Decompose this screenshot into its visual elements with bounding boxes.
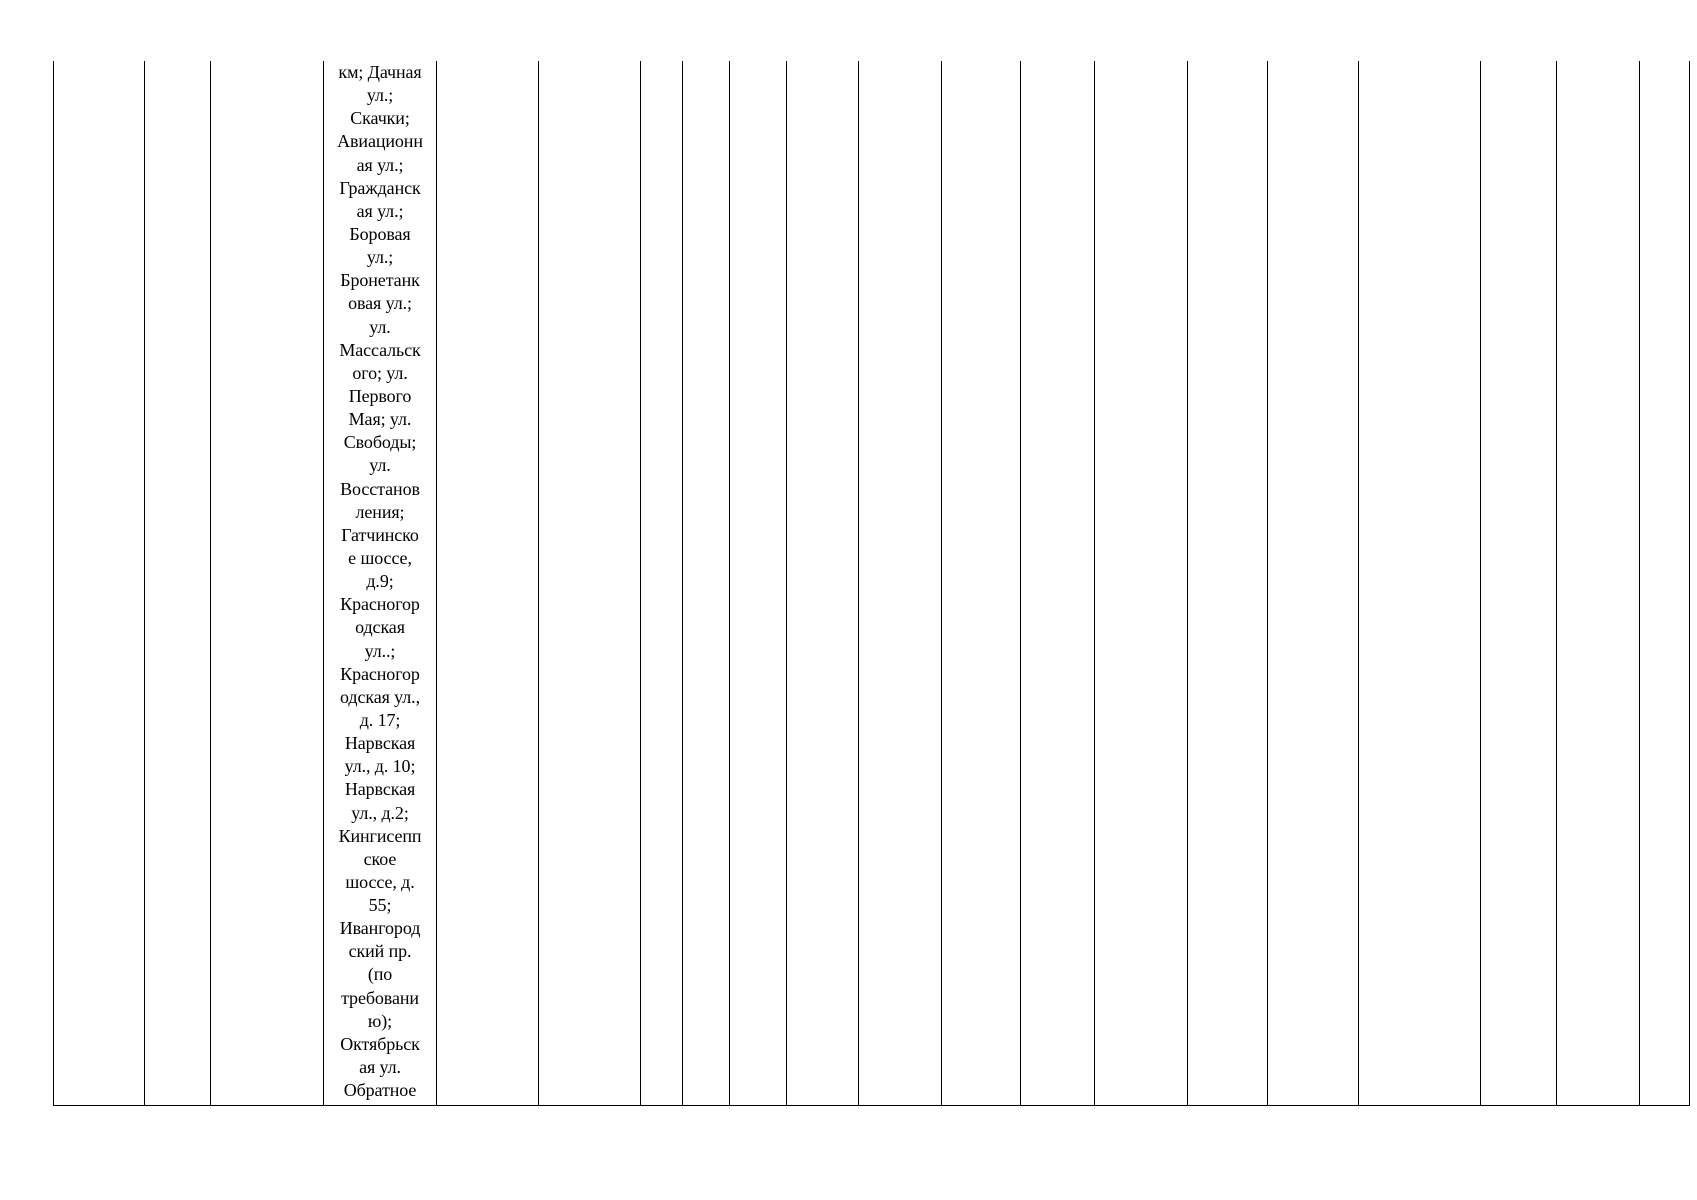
address-line: д. 17; — [359, 709, 401, 730]
address-line: Нарвская — [344, 733, 416, 754]
address-line: ая ул. — [359, 1057, 401, 1078]
address-line: Массальск — [339, 339, 421, 360]
address-line: Нарвская — [344, 779, 416, 800]
address-line: ая ул.; — [356, 154, 404, 175]
address-line: Октябрьск — [340, 1033, 420, 1054]
address-line: ул.; — [366, 247, 394, 268]
address-line: одская ул., — [340, 686, 420, 707]
address-line: ский пр. — [348, 941, 412, 962]
column-border — [1020, 61, 1021, 1106]
address-line: ул. — [369, 455, 391, 476]
address-line: ул., д. 10; — [344, 756, 416, 777]
address-line: Ивангород — [339, 918, 421, 939]
column-border — [1639, 61, 1640, 1106]
address-line: ая ул.; — [356, 200, 404, 221]
address-line: Первого — [348, 385, 412, 406]
address-line: 55; — [368, 895, 392, 916]
address-line: овая ул.; — [348, 293, 412, 314]
address-line: Бронетанк — [340, 270, 420, 291]
address-line: км; Дачная — [338, 62, 422, 82]
address-line: Свободы; — [343, 432, 417, 453]
address-line: (по — [367, 964, 393, 985]
column-border — [858, 61, 859, 1106]
column-border — [210, 61, 211, 1106]
address-line: Авиационн — [337, 131, 423, 152]
column-border — [640, 61, 641, 1106]
address-line: Восстанов — [340, 478, 420, 499]
address-line: ления; — [355, 501, 405, 522]
address-line: е шоссе, — [348, 547, 412, 568]
column-border — [682, 61, 683, 1106]
table-frame — [53, 61, 1690, 1106]
address-line: Мая; ул. — [348, 409, 412, 430]
column-border — [1187, 61, 1188, 1106]
column-border — [1480, 61, 1481, 1106]
column-border — [729, 61, 730, 1106]
column-border — [786, 61, 787, 1106]
address-list-cell — [324, 61, 436, 1106]
address-line: Скачки; — [350, 108, 410, 129]
column-border — [1267, 61, 1268, 1106]
column-border — [1094, 61, 1095, 1106]
address-line: Кингисепп — [338, 825, 422, 846]
column-border — [538, 61, 539, 1106]
address-line: ул. — [369, 316, 391, 337]
address-line: ю); — [367, 1010, 393, 1031]
address-line: требовани — [341, 987, 419, 1008]
address-line: одская — [355, 617, 405, 638]
address-line: Боровая — [349, 223, 411, 244]
column-border — [53, 61, 54, 1106]
address-line: д.9; — [366, 571, 394, 592]
column-border — [436, 61, 437, 1106]
address-line: ул.; — [366, 85, 394, 106]
address-line: Гатчинско — [341, 524, 419, 545]
address-line: Обратное — [343, 1080, 417, 1101]
address-line: Красногор — [340, 663, 420, 684]
address-line: ого; ул. — [352, 362, 408, 383]
column-border — [1358, 61, 1359, 1106]
address-line: ул., д.2; — [351, 802, 409, 823]
address-line: ул..; — [364, 640, 396, 661]
address-line: ское — [363, 848, 397, 869]
column-border — [144, 61, 145, 1106]
column-border — [1689, 61, 1690, 1106]
address-line: Красногор — [340, 594, 420, 615]
address-line: шоссе, д. — [345, 871, 415, 892]
column-border — [1556, 61, 1557, 1106]
column-border — [941, 61, 942, 1106]
address-line: Гражданск — [339, 177, 421, 198]
